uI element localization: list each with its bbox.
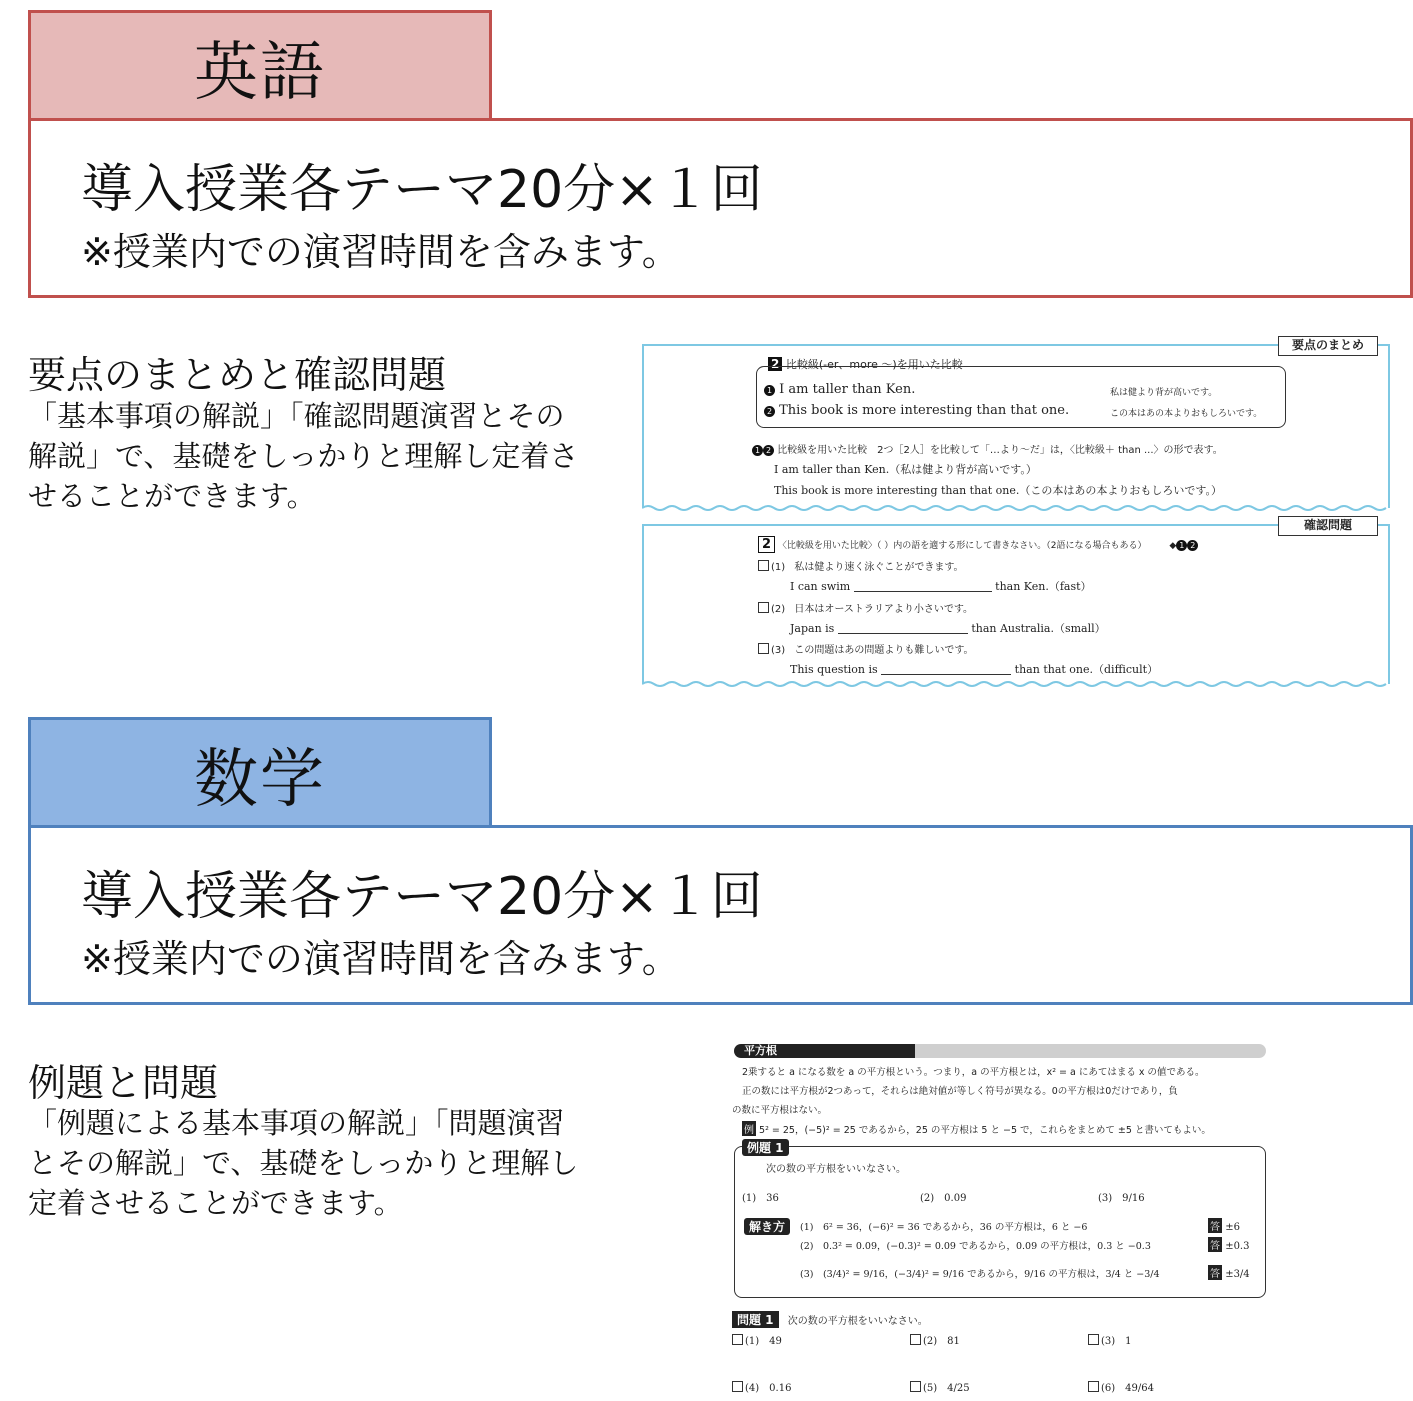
reidai-label: 例題 1 <box>742 1139 789 1156</box>
mondai-2-checkbox[interactable] <box>910 1334 921 1345</box>
marker-1-icon: 1 <box>764 385 775 396</box>
q3-en-line <box>790 661 1158 677</box>
q3-jp-line <box>758 641 974 656</box>
summary-tag: 要点のまとめ <box>1278 336 1378 356</box>
math-desc-title: 例題と問題 <box>28 1061 219 1105</box>
math-subject-tab <box>28 717 492 827</box>
mondai-4-checkbox[interactable] <box>732 1381 743 1392</box>
mondai-3-checkbox[interactable] <box>1088 1334 1099 1345</box>
intro-line-2: 正の数には平方根が2つあって，それらは絶対値が等しく符号が異なる。0の平方根は0だけであり，負 <box>742 1086 1178 1097</box>
mondai-label: 問題 1 <box>732 1311 779 1328</box>
explain-line <box>752 441 1223 456</box>
english-subject-title: 英語 <box>194 35 326 110</box>
question-number: 2 <box>758 536 775 553</box>
example-line <box>742 1121 1211 1136</box>
marker-2-icon: 2 <box>764 406 775 417</box>
example-2 <box>764 403 1069 418</box>
mondai-heading <box>732 1311 928 1328</box>
q2-label: (2) <box>771 604 786 615</box>
english-subject-tab <box>28 10 492 120</box>
solution-1: (1) 6² = 36，(−6)² = 36 であるから，36 の平方根は，6 と −6 <box>800 1222 1088 1233</box>
mondai-6-checkbox[interactable] <box>1088 1381 1099 1392</box>
mondai-item-4 <box>732 1379 791 1394</box>
answer-2-label: 答 <box>1208 1237 1222 1252</box>
q1-checkbox[interactable] <box>758 560 769 571</box>
intro-line-3: の数に平方根はない。 <box>732 1105 828 1116</box>
example-1 <box>764 382 915 397</box>
intro-line-1: 2乗すると a になる数を a の平方根という。つまり，a の平方根とは，x² = a にあてはまる x の値である。 <box>742 1067 1205 1078</box>
q3-jp: この問題はあの問題よりも難しいです。 <box>794 645 974 656</box>
answer-1-label: 答 <box>1208 1218 1222 1233</box>
marker-1-icon: 1 <box>752 445 763 456</box>
q2-pre: Japan is <box>790 622 835 635</box>
reidai-item-3: (3) 9/16 <box>1098 1193 1145 1204</box>
english-lesson-duration: 導入授業各テーマ20分×１回 <box>81 160 763 220</box>
marker-2-icon: 2 <box>763 445 774 456</box>
reidai-label-wrap <box>742 1139 789 1156</box>
math-desc-body: 「例題による基本事項の解説」「問題演習とその解説」で、基礎をしっかりと理解し定着させることができます。 <box>28 1106 579 1220</box>
kaikata-label: 解き方 <box>744 1218 790 1235</box>
example-2-en: This book is more interesting than that one. <box>779 403 1070 418</box>
math-lesson-duration: 導入授業各テーマ20分×１回 <box>81 867 763 927</box>
check-tag: 確認問題 <box>1278 516 1378 536</box>
mondai-item-5 <box>910 1379 970 1394</box>
mondai-1-text: (1) 49 <box>745 1336 782 1347</box>
mondai-5-checkbox[interactable] <box>910 1381 921 1392</box>
q1-jp: 私は健より速く泳ぐことができます。 <box>794 562 964 573</box>
q1-answer-blank[interactable] <box>854 581 992 592</box>
mondai-3-text: (3) 1 <box>1101 1336 1132 1347</box>
marker-1-icon: 1 <box>1176 540 1187 551</box>
mondai-1-checkbox[interactable] <box>732 1334 743 1345</box>
check-wave-edge <box>642 680 1390 688</box>
q3-label: (3) <box>771 645 786 656</box>
reidai-item-2: (2) 0.09 <box>920 1193 967 1204</box>
explain-example-2: This book is more interesting than that one.（この本はあの本よりおもしろいです。） <box>774 484 1222 497</box>
example-1-jp: 私は健より背が高いです。 <box>1110 388 1218 398</box>
q1-post: than Ken.（fast） <box>995 580 1092 593</box>
answer-3 <box>1208 1265 1250 1280</box>
english-desc-title: 要点のまとめと確認問題 <box>28 353 447 397</box>
answer-3-label: 答 <box>1208 1265 1222 1280</box>
english-sample-page <box>640 336 1392 692</box>
answer-2-value: ±0.3 <box>1225 1241 1250 1252</box>
math-info-box <box>28 825 1413 1005</box>
english-lesson-note: ※授業内での演習時間を含みます。 <box>81 230 680 274</box>
mondai-item-6 <box>1088 1379 1154 1394</box>
answer-1 <box>1208 1218 1240 1233</box>
q2-jp: 日本はオーストラリアより小さいです。 <box>794 604 974 615</box>
arrow-ref-icon: ◆ 1 2 <box>1169 541 1198 551</box>
section-number: 2 <box>768 357 782 371</box>
mondai-item-3 <box>1088 1332 1132 1347</box>
q3-checkbox[interactable] <box>758 643 769 654</box>
mondai-5-text: (5) 4/25 <box>923 1383 970 1394</box>
summary-wave-edge <box>642 504 1390 512</box>
example-text: 5² = 25，(−5)² = 25 であるから，25 の平方根は 5 と −5 で，これらをまとめて ±5 と書いてもよい。 <box>759 1125 1211 1136</box>
question-title: 〈比較級を用いた比較〉（ ）内の語を適する形にして書きなさい。（2語になる場合もある） <box>777 541 1147 551</box>
q2-en-line <box>790 620 1106 636</box>
kaikata-label-wrap <box>744 1218 790 1235</box>
math-subject-title: 数学 <box>194 742 326 817</box>
example-label: 例 <box>742 1121 756 1136</box>
mondai-text: 次の数の平方根をいいなさい。 <box>787 1316 928 1327</box>
example-1-en: I am taller than Ken. <box>779 382 916 397</box>
marker-2-icon: 2 <box>1187 540 1198 551</box>
topic-title: 平方根 <box>744 1044 777 1057</box>
solution-3: (3) (3/4)² = 9/16，(−3/4)² = 9/16 であるから，9/16 の平方根は，3/4 と −3/4 <box>800 1269 1160 1280</box>
q3-post: than that one.（difficult） <box>1014 663 1159 676</box>
q1-jp-line <box>758 558 964 573</box>
mondai-4-text: (4) 0.16 <box>745 1383 792 1394</box>
section-title: 比較級(-er、more 〜)を用いた比較 <box>785 358 963 371</box>
solution-2: (2) 0.3² = 0.09，(−0.3)² = 0.09 であるから，0.09 の平方根は，0.3 と −0.3 <box>800 1241 1151 1252</box>
q1-label: (1) <box>771 562 786 573</box>
english-info-box <box>28 118 1413 298</box>
english-desc-body: 「基本事項の解説」「確認問題演習とその解説」で、基礎をしっかりと理解し定着させることができます。 <box>28 399 579 513</box>
q2-answer-blank[interactable] <box>838 623 968 634</box>
math-sample-page <box>730 1040 1270 1398</box>
explain-text: 比較級を用いた比較 2つ［2人］を比較して「…より〜だ」は，〈比較級＋ than ...〉の形で表す。 <box>777 445 1223 456</box>
q2-jp-line <box>758 600 973 615</box>
mondai-6-text: (6) 49/64 <box>1101 1383 1154 1394</box>
answer-1-value: ±6 <box>1225 1222 1240 1233</box>
mondai-item-1 <box>732 1332 782 1347</box>
q1-pre: I can swim <box>790 580 851 593</box>
q1-en-line <box>790 578 1092 594</box>
topic-bar <box>734 1044 1266 1058</box>
q2-checkbox[interactable] <box>758 602 769 613</box>
mondai-item-2 <box>910 1332 960 1347</box>
explain-example-1: I am taller than Ken.（私は健より背が高いです。） <box>774 463 1037 476</box>
answer-3-value: ±3/4 <box>1225 1269 1250 1280</box>
q3-pre: This question is <box>790 663 878 676</box>
reidai-text: 次の数の平方根をいいなさい。 <box>766 1164 906 1175</box>
q2-post: than Australia.（small） <box>971 622 1106 635</box>
reidai-item-1: (1) 36 <box>742 1193 779 1204</box>
answer-2 <box>1208 1237 1249 1252</box>
q3-answer-blank[interactable] <box>881 664 1011 675</box>
question-heading <box>758 536 1198 553</box>
mondai-2-text: (2) 81 <box>923 1336 960 1347</box>
math-lesson-note: ※授業内での演習時間を含みます。 <box>81 937 680 981</box>
example-2-jp: この本はあの本よりおもしろいです。 <box>1110 409 1263 419</box>
